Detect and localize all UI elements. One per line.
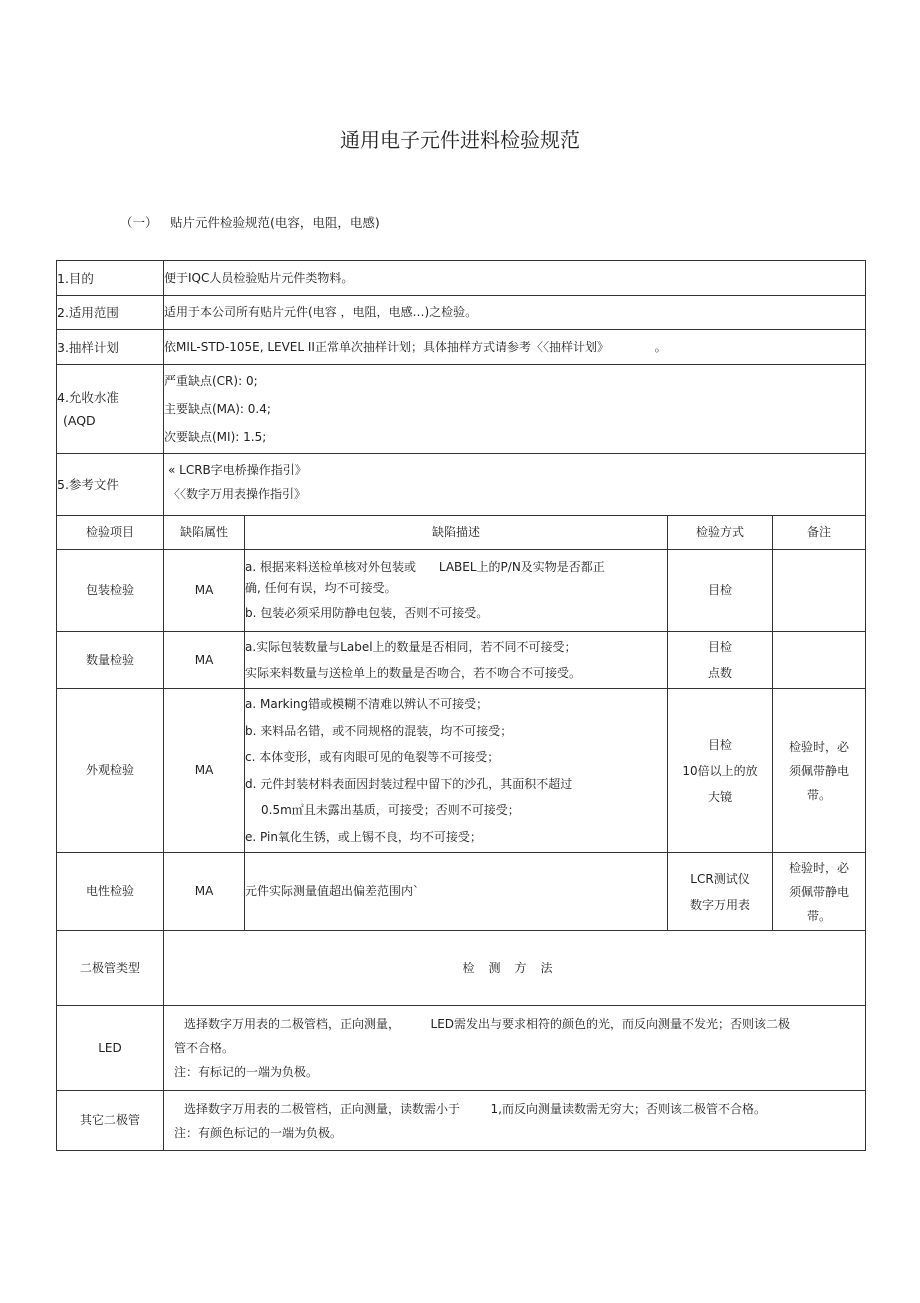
- header-remark: 备注: [773, 516, 866, 550]
- section-number: （一）: [120, 215, 158, 230]
- appearance-desc-b: b. 来料品名错，或不同规格的混装，均不可接受；: [245, 723, 513, 738]
- quantity-method: [668, 632, 773, 689]
- other-diode-row: [57, 1091, 866, 1151]
- purpose-label: 1.目的: [57, 261, 164, 296]
- electrical-desc: 元件实际测量值超出偏差范围内`: [245, 853, 668, 931]
- appearance-method: [668, 689, 773, 853]
- appearance-row: [57, 689, 866, 853]
- sampling-cell: [164, 330, 866, 365]
- header-desc: 缺陷描述: [245, 516, 668, 550]
- appearance-method-magnifier-2: 大镜: [707, 789, 732, 804]
- appearance-remark-3: 带。: [806, 787, 831, 802]
- appearance-remark-2: 须佩带静电: [788, 763, 849, 778]
- led-type: LED: [57, 1006, 164, 1091]
- purpose-row: [57, 261, 866, 296]
- diode-header-row: [57, 931, 866, 1006]
- aql-label-line2: (AQD: [63, 413, 96, 428]
- packaging-desc-a2: 确, 任何有误，均不可接受。: [245, 580, 397, 595]
- appearance-desc-d2: 0.5m㎡且未露出基质，可接受；否则不可接受；: [261, 803, 520, 817]
- appearance-remark: [773, 689, 866, 853]
- packaging-desc-a1: a. 根据来料送检单核对外包装或 LABEL上的P/N及实物是否都正: [245, 560, 605, 575]
- led-row: [57, 1006, 866, 1091]
- quantity-desc-b: 实际来料数量与送检单上的数量是否吻合，若不吻合不可接受。: [245, 666, 582, 680]
- quantity-method-count: 点数: [707, 666, 732, 680]
- appearance-attr: MA: [164, 689, 245, 853]
- led-method-line1: 选择数字万用表的二极管档，正向测量， LED需发出与要求相符的颜色的光，而反向测量不发光；否则该二极: [184, 1017, 791, 1031]
- quantity-desc-a: a.实际包装数量与Label上的数量是否相同，若不同不可接受；: [245, 639, 577, 654]
- quantity-desc: [245, 632, 668, 689]
- scope-label: 2.适用范围: [57, 296, 164, 330]
- appearance-desc-e: e. Pin氧化生锈，或上锡不良，均不可接受；: [245, 829, 482, 844]
- inspection-header-row: [57, 516, 866, 550]
- quantity-method-visual: 目检: [707, 639, 732, 654]
- aql-row: [57, 365, 866, 454]
- sampling-text: 依MIL-STD-105E, LEVEL II正常单次抽样计划；具体抽样方式请参考〈〈抽样计划》: [164, 339, 609, 354]
- aql-minor: 次要缺点(MI): 1.5;: [164, 430, 267, 444]
- header-method: 检验方式: [668, 516, 773, 550]
- packaging-row: [57, 550, 866, 632]
- other-diode-type: 其它二极管: [57, 1091, 164, 1151]
- appearance-method-magnifier: 10倍以上的放: [682, 763, 758, 778]
- diode-method-header-text: 检测方法: [462, 960, 567, 975]
- appearance-remark-1: 检验时，必: [788, 739, 849, 754]
- quantity-remark: [773, 632, 866, 689]
- scope-row: [57, 296, 866, 330]
- electrical-remark-3: 带。: [806, 908, 831, 923]
- ref-doc-lcr: « LCRB字电桥操作指引》: [168, 463, 307, 477]
- page-title: 通用电子元件进料检验规范: [340, 128, 580, 152]
- electrical-method: [668, 853, 773, 931]
- appearance-item: 外观检验: [57, 689, 164, 853]
- led-method-note: 注：有标记的一端为负极。: [174, 1065, 319, 1079]
- packaging-method: 目检: [668, 550, 773, 632]
- refs-row: [57, 454, 866, 516]
- packaging-desc: [245, 550, 668, 632]
- packaging-attr: MA: [164, 550, 245, 632]
- inspection-spec-table: [56, 260, 866, 1151]
- other-diode-method-note: 注：有颜色标记的一端为负极。: [174, 1125, 343, 1140]
- electrical-remark-1: 检验时，必: [788, 860, 849, 875]
- sampling-label: 3.抽样计划: [57, 330, 164, 365]
- appearance-desc: [245, 689, 668, 853]
- electrical-row: [57, 853, 866, 931]
- other-diode-method-line1: 选择数字万用表的二极管档，正向测量，读数需小于 1,而反向测量读数需无穷大；否则该二极管不合格。: [184, 1101, 766, 1116]
- ref-doc-multimeter: 〈〈数字万用表操作指引》: [168, 487, 307, 501]
- led-method-line2: 管不合格。: [174, 1041, 235, 1055]
- quantity-attr: MA: [164, 632, 245, 689]
- aql-values: [164, 365, 866, 454]
- aql-major: 主要缺点(MA): 0.4;: [164, 402, 271, 416]
- sampling-end: 。: [654, 339, 667, 354]
- aql-critical: 严重缺点(CR): 0;: [164, 374, 258, 388]
- quantity-row: [57, 632, 866, 689]
- scope-text: 适用于本公司所有贴片元件(电容 ，电阻，电感…)之检验。: [164, 296, 866, 330]
- header-item: 检验项目: [57, 516, 164, 550]
- section-title: 贴片元件检验规范(电容，电阻，电感): [169, 215, 380, 230]
- appearance-desc-c: c. 本体变形，或有肉眼可见的龟裂等不可接受；: [245, 750, 500, 764]
- aql-label: [57, 365, 164, 454]
- purpose-text: 便于IQC人员检验贴片元件类物料。: [164, 261, 866, 296]
- electrical-method-lcr: LCR测试仪: [690, 871, 750, 886]
- refs-label: 5.参考文件: [57, 454, 164, 516]
- diode-type-header: 二极管类型: [57, 931, 164, 1006]
- led-method: [164, 1006, 866, 1091]
- header-attr: 缺陷属性: [164, 516, 245, 550]
- section-heading: [120, 213, 380, 231]
- packaging-remark: [773, 550, 866, 632]
- electrical-remark: [773, 853, 866, 931]
- refs-values: [164, 454, 866, 516]
- packaging-desc-b: b. 包装必须采用防静电包装，否则不可接受。: [245, 606, 489, 621]
- appearance-desc-d1: d. 元件封装材料表面因封装过程中留下的沙孔，其面积不超过: [245, 776, 573, 791]
- sampling-row: [57, 330, 866, 365]
- packaging-item: 包装检验: [57, 550, 164, 632]
- aql-label-line1: 4.允收水准: [57, 390, 119, 405]
- electrical-item: 电性检验: [57, 853, 164, 931]
- electrical-method-multimeter: 数字万用表: [689, 897, 750, 912]
- other-diode-method: [164, 1091, 866, 1151]
- electrical-remark-2: 须佩带静电: [788, 884, 849, 899]
- electrical-attr: MA: [164, 853, 245, 931]
- diode-method-header: [164, 931, 866, 1006]
- appearance-desc-a: a. Marking错或模糊不清难以辨认不可接受；: [245, 697, 489, 711]
- quantity-item: 数量检验: [57, 632, 164, 689]
- appearance-method-visual: 目检: [707, 737, 732, 752]
